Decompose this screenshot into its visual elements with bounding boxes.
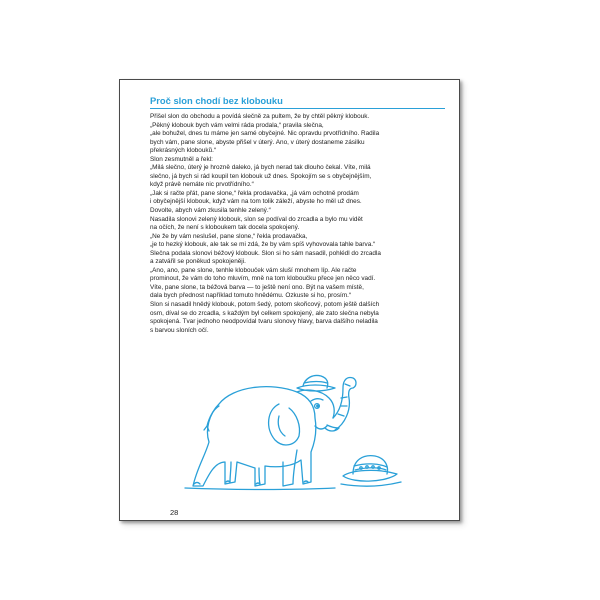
story-line: Dovolte, abych vám zkusila tenhle zelený.“ bbox=[150, 207, 271, 215]
story-line: „Milá slečno, úterý je hrozně daleko, já bych nerad tak dlouho čekal. Víte, milá bbox=[150, 164, 371, 172]
story-line: na očích, že není s kloboukem tak docela spokojený. bbox=[150, 224, 300, 232]
elephant-brow bbox=[311, 399, 323, 401]
elephant-body bbox=[193, 387, 316, 486]
story-line: Slon si nasadil hnědý klobouk, potom šedý, potom skořicový, potom ještě dalších bbox=[150, 301, 380, 309]
story-title: Proč slon chodí bez klobouku bbox=[150, 95, 445, 109]
story-line: osm, díval se do zrcadla, s každým byl celkem spokojený, ale zato slečna nebyla bbox=[150, 309, 379, 317]
story-line: i obyčejnější klobouk, když vám na tom tolik záleží, abyste ho měl už dnes. bbox=[150, 198, 362, 206]
story-line: „Ne že by vám neslušel, pane slone,“ řekla prodavačka, bbox=[150, 232, 308, 240]
story-line: „Ano, ano, pane slone, tenhle klobouček vám sluší mnohem líp. Ale račte bbox=[150, 266, 357, 274]
story-line: Slečna podala slonovi béžový klobouk. Slon si ho sám nasadil, pohlédl do zrcadla bbox=[150, 249, 381, 257]
story-line: „je to hezký klobouk, ale tak se mi zdá, že by vám spíš vyhovovala tahle barva.“ bbox=[150, 241, 376, 249]
story-line: prominout, že vám do toho mluvím, mně na tom kloboučku přece jen něco vadí. bbox=[150, 275, 376, 283]
story-line: dala bych přednost například tomuto hnědému. Ozkuste si ho, prosím.“ bbox=[150, 292, 352, 300]
story-line: s barvou sloních očí. bbox=[150, 326, 209, 334]
story-text bbox=[150, 113, 442, 335]
book-page bbox=[119, 79, 460, 521]
elephant-front-legs bbox=[283, 450, 297, 486]
elephant-toes bbox=[194, 481, 308, 484]
story-line: Přišel slon do obchodu a povídá slečně za pultem, že by chtěl pěkný klobouk. bbox=[150, 113, 370, 120]
elephant-ear bbox=[269, 404, 300, 445]
story-line: spokojená. Tvar jednoho neodpovídal tvaru slonovy hlavy, barva dalšího neladila bbox=[150, 318, 378, 326]
story-line: překrásných klobouků.“ bbox=[150, 147, 217, 155]
story-line: Víte, pane slone, ta béžová barva — to ještě není ono. Být na vašem místě, bbox=[150, 283, 364, 291]
elephant-trunk bbox=[333, 377, 356, 430]
story-line: když právě nemáte nic prvotřídního.“ bbox=[150, 181, 254, 189]
story-line: a zatvářil se poněkud spokojeněji. bbox=[150, 258, 246, 266]
story-line: Nasadila slonovi zelený klobouk, slon se podíval do zrcadla a bylo mu vidět bbox=[150, 215, 363, 223]
story-line: „Pěkný klobouk bych vám velmi ráda prodala,“ pravila slečna, bbox=[150, 121, 324, 129]
story-line: „Jak si račte přát, pane slone,“ řekla prodavačka, „já vám ochotně prodám bbox=[150, 189, 359, 197]
elephant-ear-fold bbox=[278, 416, 285, 436]
page-number: 28 bbox=[170, 508, 179, 517]
story-line: slečno, já bych si rád koupil ten klobouk už dnes. Spokojím se s obyčejnějším, bbox=[150, 172, 372, 180]
story-line: bych vám, pane slone, abyste přišel v úterý. Ano, v úterý dostaneme zásilku bbox=[150, 138, 365, 146]
story-line: „ale bohužel, dnes tu máme jen samé obyčejné. Nic opravdu prvotřídního. Radila bbox=[150, 130, 380, 138]
elephant-tail bbox=[204, 406, 219, 431]
story-line: Slon zesmutněl a řekl: bbox=[150, 155, 213, 163]
elephant-with-hat-illustration bbox=[175, 370, 405, 498]
